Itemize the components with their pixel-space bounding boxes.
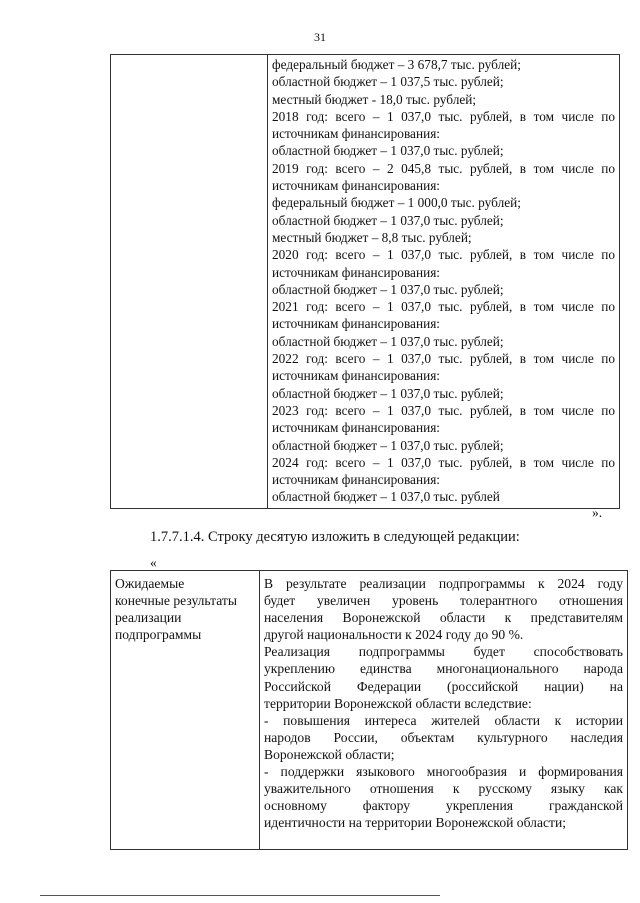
funding-line: 2022 год: всего – 1 037,0 тыс. рублей, в том числе по xyxy=(272,351,615,367)
results-line: народов России, объектам культурного наследия xyxy=(264,729,623,745)
results-text-cell xyxy=(260,571,628,850)
funding-line: областной бюджет – 1 037,0 тыс. рублей; xyxy=(272,437,504,453)
row-label-cell xyxy=(111,571,260,850)
funding-line: источникам финансирования: xyxy=(272,316,441,332)
results-line: основному фактору укрепления гражданской xyxy=(264,798,623,814)
results-line: Воронежской области; xyxy=(264,746,395,762)
funding-line: источникам финансирования: xyxy=(272,368,441,384)
opening-quote: « xyxy=(150,555,157,570)
funding-line: источникам финансирования: xyxy=(272,264,441,280)
funding-line: областной бюджет – 1 037,0 тыс. рублей; xyxy=(272,333,504,349)
expected-results-table xyxy=(110,570,628,850)
funding-line: источникам финансирования: xyxy=(272,472,441,488)
row-label-line: конечные результаты xyxy=(115,593,237,609)
footer-divider xyxy=(40,895,440,896)
funding-line: 2020 год: всего – 1 037,0 тыс. рублей, в том числе по xyxy=(272,247,615,263)
results-line: укреплению единства многонационального народа xyxy=(264,661,623,677)
funding-line: областной бюджет – 1 037,0 тыс. рублей; xyxy=(272,281,504,297)
results-line: Российской Федерации (российской нации) на xyxy=(264,678,623,694)
funding-line: областной бюджет – 1 037,0 тыс. рублей; xyxy=(272,385,504,401)
empty-label-cell xyxy=(111,55,268,509)
results-line: идентичности на территории Воронежской области; xyxy=(264,815,567,831)
funding-line: 2018 год: всего – 1 037,0 тыс. рублей, в том числе по xyxy=(272,108,615,124)
funding-line: областной бюджет – 1 037,0 тыс. рублей; xyxy=(272,212,504,228)
results-line: - поддержки языкового многообразия и формирования xyxy=(264,764,623,780)
results-line: будет увеличен уровень толерантного отношения xyxy=(264,593,623,609)
results-line: населения Воронежской области к представителям xyxy=(264,610,623,626)
closing-quote: ». xyxy=(592,505,603,520)
funding-line: 2019 год: всего – 2 045,8 тыс. рублей, в том числе по xyxy=(272,160,615,176)
results-line: территории Воронежской области вследствие: xyxy=(264,695,532,711)
funding-line: источникам финансирования: xyxy=(272,178,441,194)
funding-line: 2024 год: всего – 1 037,0 тыс. рублей, в том числе по xyxy=(272,454,615,470)
results-line: - повышения интереса жителей области к истории xyxy=(264,712,623,728)
funding-line: местный бюджет – 8,8 тыс. рублей; xyxy=(272,229,472,245)
funding-line: местный бюджет - 18,0 тыс. рублей; xyxy=(272,91,477,107)
funding-cell xyxy=(268,55,620,509)
page-number: 31 xyxy=(314,30,326,44)
results-line: другой национальности к 2024 году до 90 %. xyxy=(264,627,524,643)
funding-line: 2021 год: всего – 1 037,0 тыс. рублей, в том числе по xyxy=(272,299,615,315)
row-label-line: Ожидаемые xyxy=(115,576,185,591)
funding-line: федеральный бюджет – 1 000,0 тыс. рублей; xyxy=(272,195,521,211)
funding-line: 2023 год: всего – 1 037,0 тыс. рублей, в том числе по xyxy=(272,402,615,418)
funding-line: областной бюджет – 1 037,5 тыс. рублей; xyxy=(272,74,504,90)
amendment-instruction: 1.7.7.1.4. Строку десятую изложить в следующей редакции: xyxy=(150,529,520,545)
results-line: В результате реализации подпрограммы к 2024 году xyxy=(264,576,623,591)
results-line: уважительного отношения к русскому языку как xyxy=(264,781,623,797)
row-label-line: подпрограммы xyxy=(115,627,202,643)
funding-line: источникам финансирования: xyxy=(272,126,441,142)
results-line: Реализация подпрограммы будет способствовать xyxy=(264,644,623,660)
funding-table-continuation xyxy=(110,54,620,509)
funding-line: областной бюджет – 1 037,0 тыс. рублей xyxy=(272,489,500,505)
row-label-line: реализации xyxy=(115,610,182,626)
funding-line: областной бюджет – 1 037,0 тыс. рублей; xyxy=(272,143,504,159)
funding-line: федеральный бюджет – 3 678,7 тыс. рублей; xyxy=(272,57,521,72)
funding-line: источникам финансирования: xyxy=(272,420,441,436)
